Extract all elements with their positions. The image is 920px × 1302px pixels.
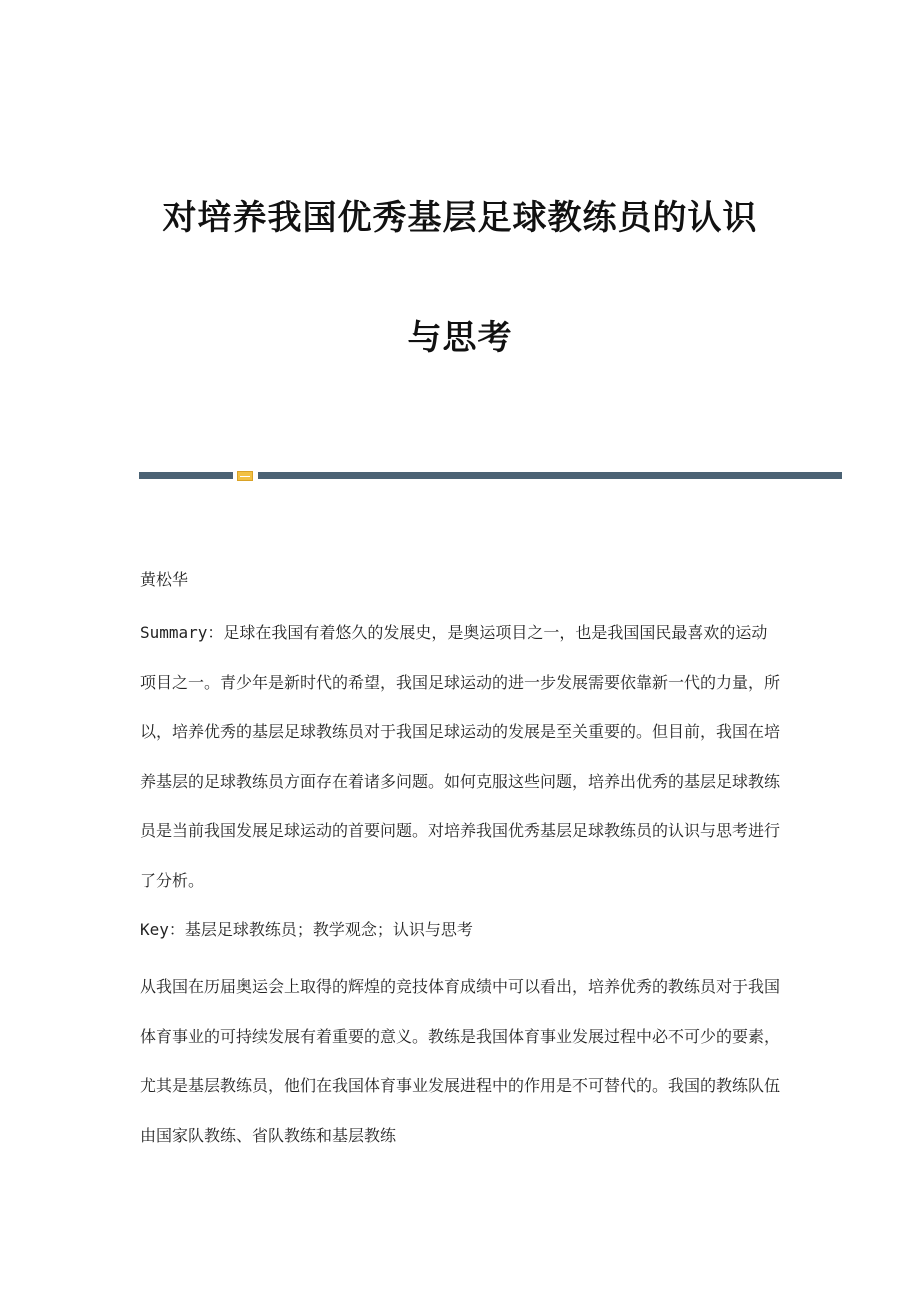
divider-bar-left [139,472,233,479]
keywords-line: Key：基层足球教练员；教学观念；认识与思考 [140,920,473,939]
summary-paragraph: Summary：足球在我国有着悠久的发展史，是奥运项目之一，也是我国国民最喜欢的运动项目之一。青少年是新时代的希望，我国足球运动的进一步发展需要依靠新一代的力量，所以，培养优秀的基层足球教练员对于我国足球运动的发展是至关重要的。但目前，我国在培养基层的足球教练员方面存在着诸多问题。如何克服这些问题，培养出优秀的基层足球教练员是当前我国发展足球运动的首要问题。对培养我国优秀基层足球教练员的认识与思考进行了分析。 [140,623,781,890]
author-name: 黄松华 [140,570,189,589]
document-title-line-2: 与思考 [407,318,513,358]
envelope-icon [237,471,253,481]
divider-bar-right [258,472,842,479]
title-divider [139,471,842,481]
document-title-line-1: 对培养我国优秀基层足球教练员的认识 [162,198,758,238]
intro-paragraph: 从我国在历届奥运会上取得的辉煌的竞技体育成绩中可以看出，培养优秀的教练员对于我国体育事业的可持续发展有着重要的意义。教练是我国体育事业发展过程中必不可少的要素，尤其是基层教练员，他们在我国体育事业发展进程中的作用是不可替代的。我国的教练队伍由国家队教练、省队教练和基层教练 [140,977,781,1145]
